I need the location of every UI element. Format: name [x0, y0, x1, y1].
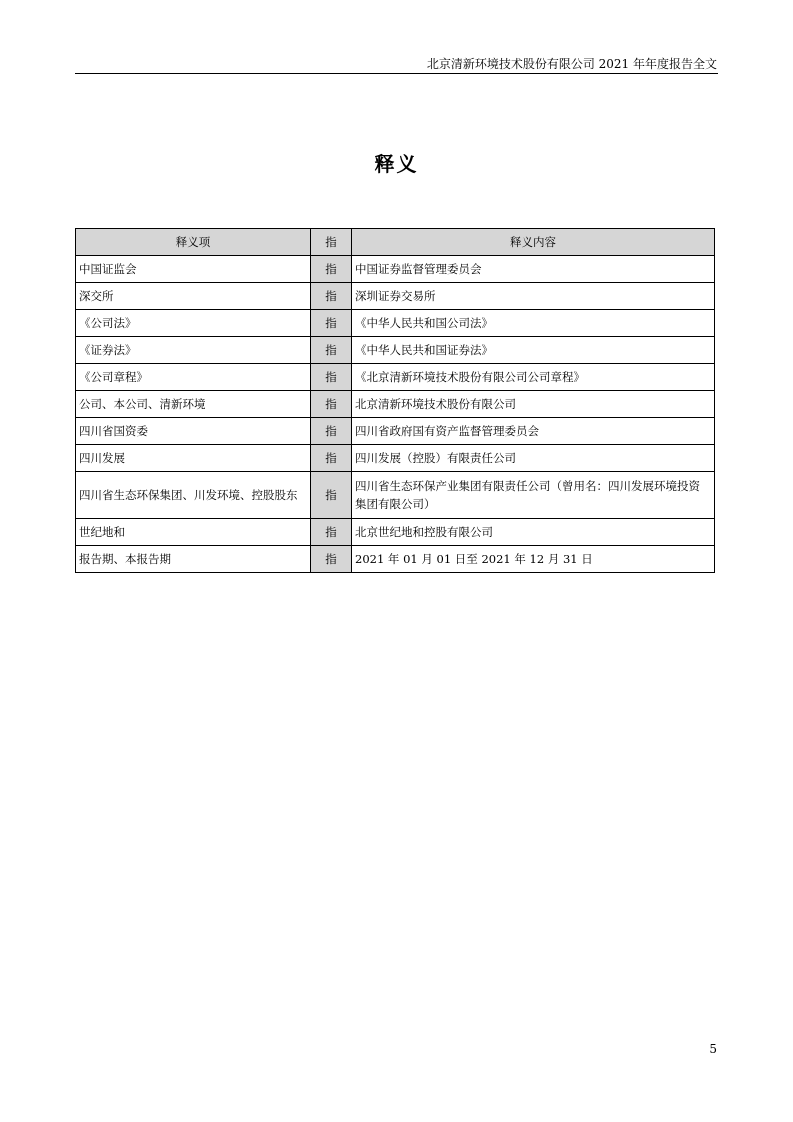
- definitions-table: [75, 228, 715, 573]
- row-indicator: 指: [311, 519, 352, 546]
- row-definition: 深圳证券交易所: [352, 283, 715, 310]
- row-definition: 四川省政府国有资产监督管理委员会: [352, 418, 715, 445]
- row-indicator: 指: [311, 546, 352, 573]
- table-row: [76, 546, 715, 573]
- row-definition: 北京世纪地和控股有限公司: [352, 519, 715, 546]
- table-row: [76, 519, 715, 546]
- row-indicator: 指: [311, 391, 352, 418]
- header-definition: 释义内容: [352, 229, 715, 256]
- row-term: 公司、本公司、清新环境: [76, 391, 311, 418]
- row-indicator: 指: [311, 310, 352, 337]
- row-indicator: 指: [311, 283, 352, 310]
- header-indicator: 指: [311, 229, 352, 256]
- document-header: 北京清新环境技术股份有限公司 2021 年年度报告全文: [426, 57, 717, 71]
- page-number: 5: [709, 1042, 717, 1056]
- table-row: [76, 472, 715, 519]
- table-row: [76, 445, 715, 472]
- row-definition: 四川发展（控股）有限责任公司: [352, 445, 715, 472]
- row-term: 《公司章程》: [76, 364, 311, 391]
- row-indicator: 指: [311, 337, 352, 364]
- row-indicator: 指: [311, 445, 352, 472]
- row-term: 《公司法》: [76, 310, 311, 337]
- row-term: 报告期、本报告期: [76, 546, 311, 573]
- row-definition: 《中华人民共和国证券法》: [352, 337, 715, 364]
- row-definition: 四川省生态环保产业集团有限责任公司（曾用名：四川发展环境投资集团有限公司）: [352, 472, 715, 519]
- row-term: 中国证监会: [76, 256, 311, 283]
- table-header-row: [76, 229, 715, 256]
- table-row: [76, 391, 715, 418]
- row-term: 四川省国资委: [76, 418, 311, 445]
- table-row: [76, 283, 715, 310]
- page-title: 释义: [374, 152, 419, 176]
- row-definition: 《中华人民共和国公司法》: [352, 310, 715, 337]
- header-term: 释义项: [76, 229, 311, 256]
- table-row: [76, 310, 715, 337]
- row-indicator: 指: [311, 364, 352, 391]
- row-indicator: 指: [311, 256, 352, 283]
- row-term: 深交所: [76, 283, 311, 310]
- row-term: 四川省生态环保集团、川发环境、控股股东: [76, 472, 311, 519]
- row-term: 《证券法》: [76, 337, 311, 364]
- row-definition: 2021 年 01 月 01 日至 2021 年 12 月 31 日: [352, 546, 715, 573]
- row-definition: 北京清新环境技术股份有限公司: [352, 391, 715, 418]
- row-indicator: 指: [311, 418, 352, 445]
- row-term: 世纪地和: [76, 519, 311, 546]
- row-definition: 《北京清新环境技术股份有限公司公司章程》: [352, 364, 715, 391]
- table-row: [76, 364, 715, 391]
- row-term: 四川发展: [76, 445, 311, 472]
- table-row: [76, 337, 715, 364]
- header-divider: [75, 73, 718, 74]
- table-row: [76, 256, 715, 283]
- row-indicator: 指: [311, 472, 352, 519]
- row-definition: 中国证券监督管理委员会: [352, 256, 715, 283]
- table-row: [76, 418, 715, 445]
